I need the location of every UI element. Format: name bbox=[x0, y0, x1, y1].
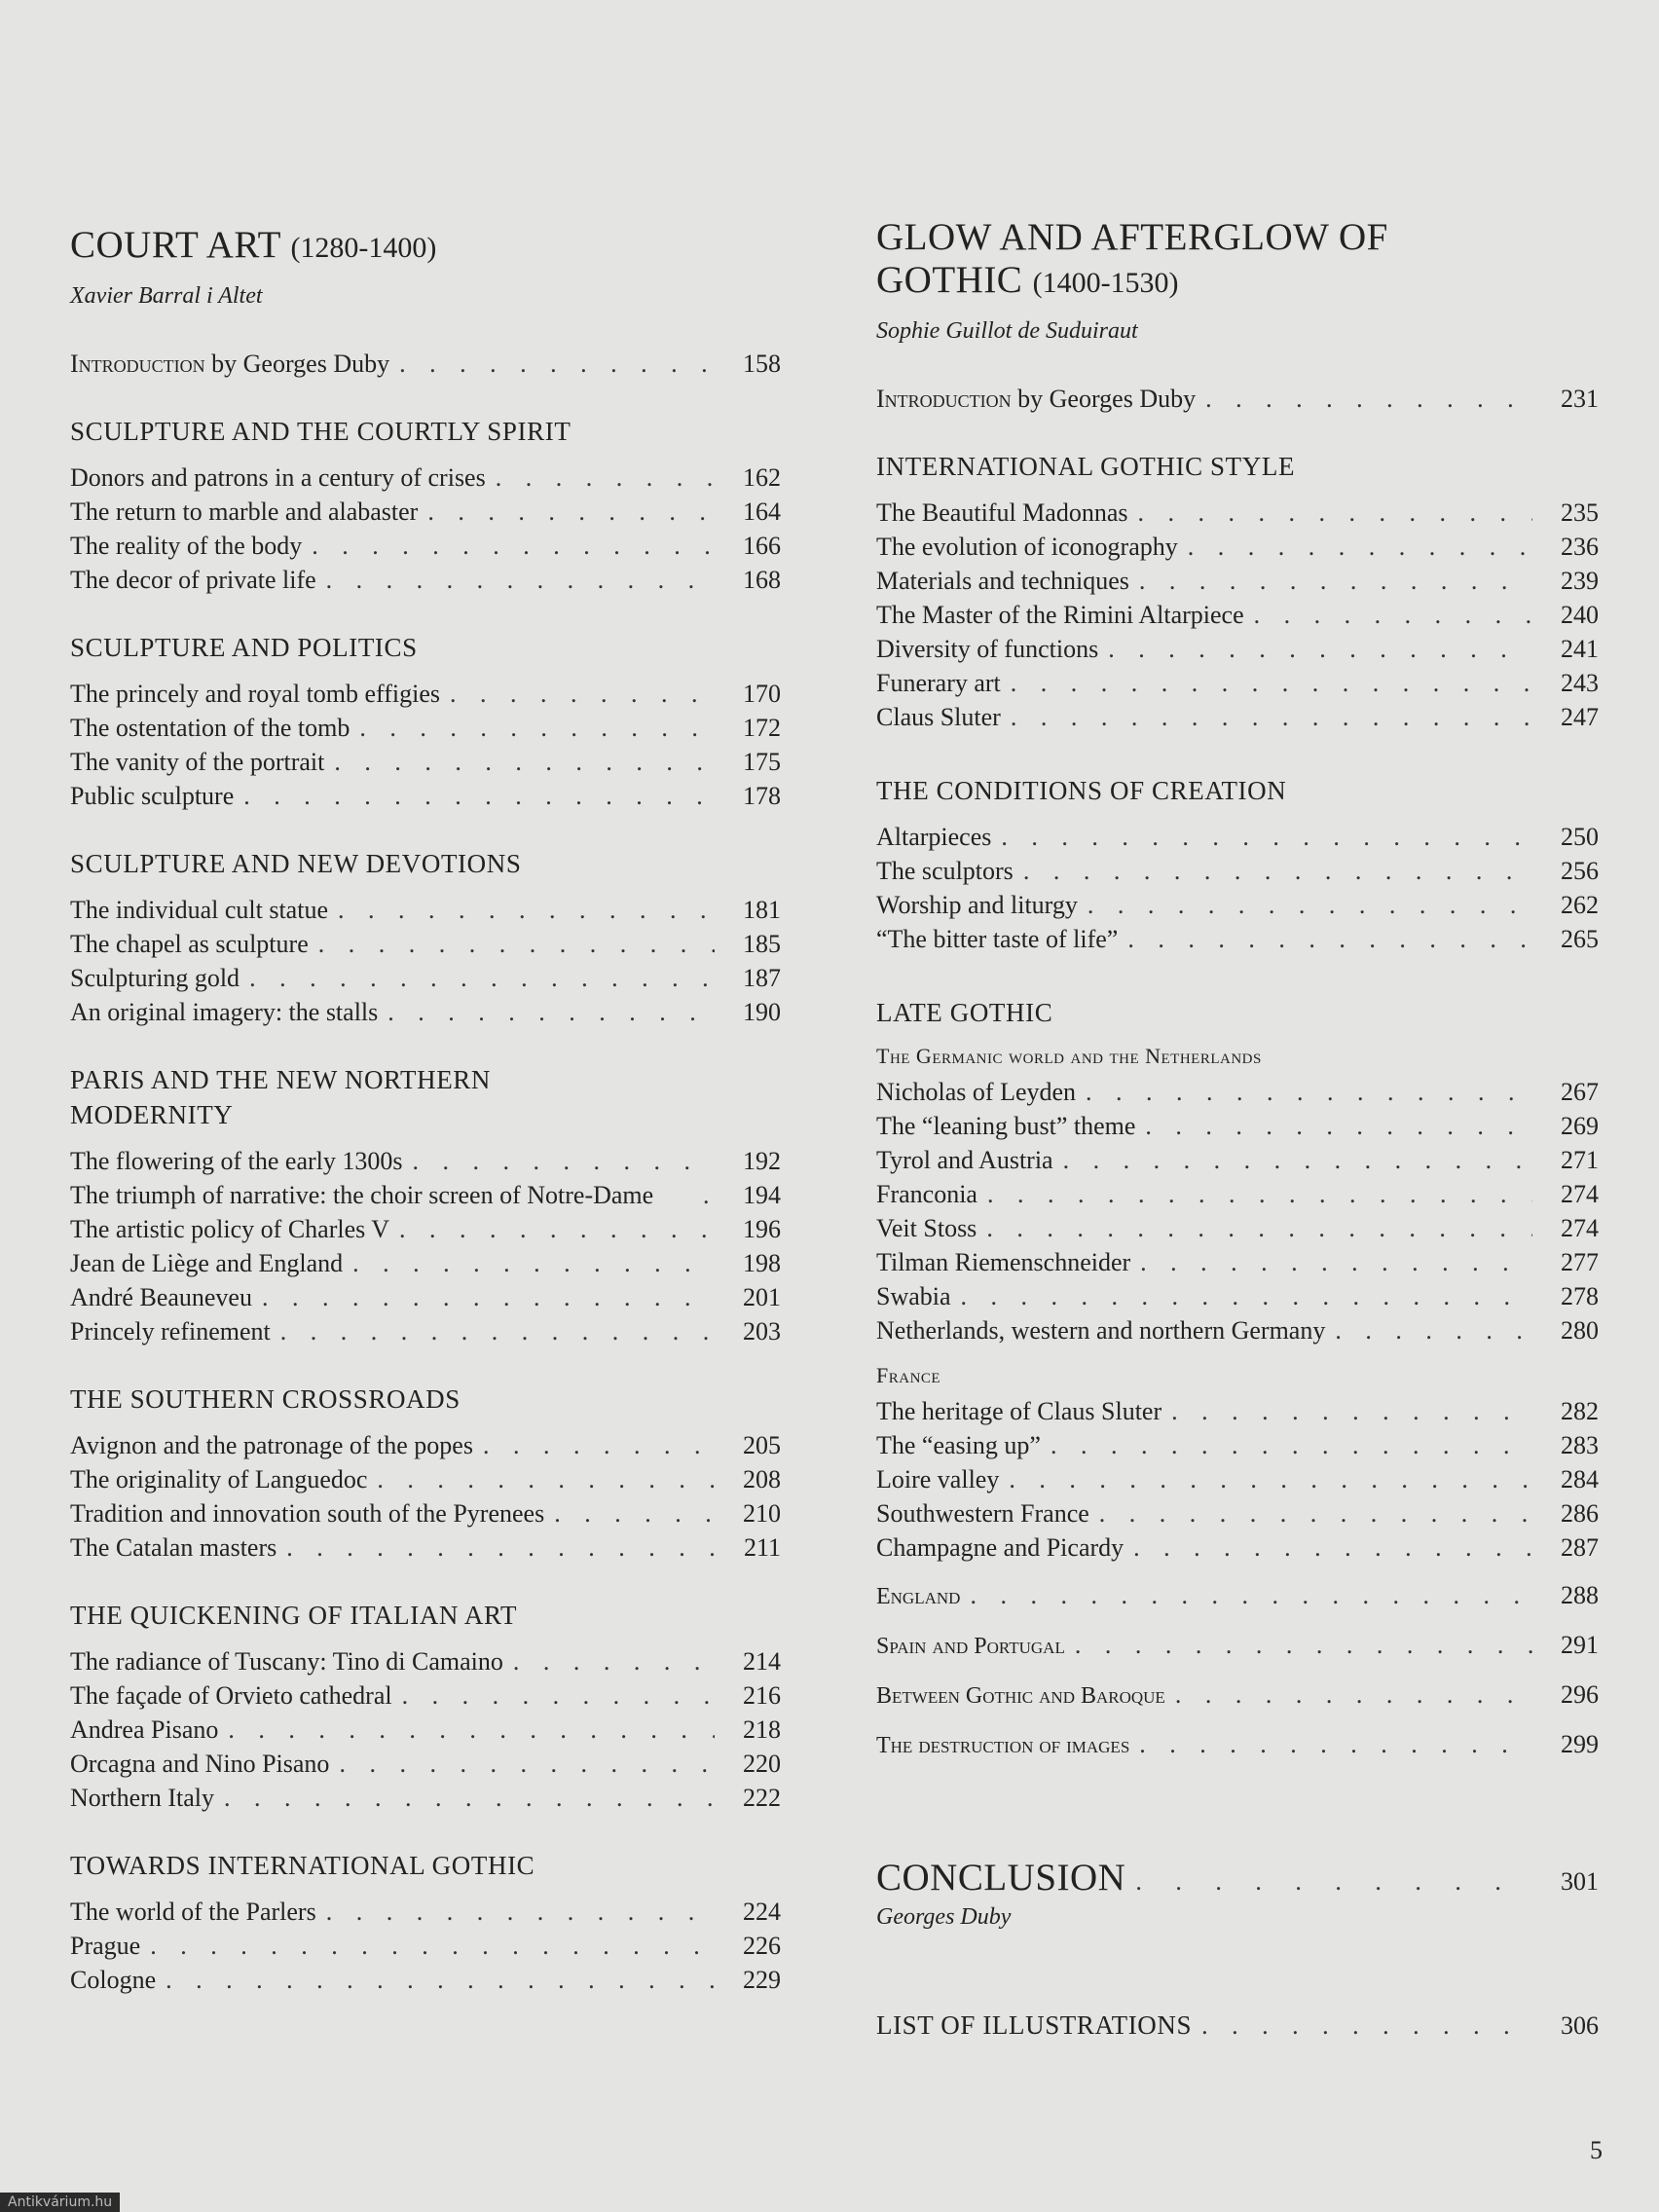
leader-dots bbox=[703, 1178, 715, 1212]
toc-entry[interactable] bbox=[876, 820, 1599, 854]
toc-entry[interactable] bbox=[876, 1394, 1599, 1428]
leader-dots bbox=[1135, 1864, 1532, 1899]
toc-entry[interactable] bbox=[876, 888, 1599, 922]
page-ref: 205 bbox=[743, 1431, 781, 1459]
leader-dots bbox=[399, 1212, 715, 1246]
section-heading: PARIS AND THE NEW NORTHERN MODERNITY bbox=[70, 1065, 492, 1129]
page-ref: 170 bbox=[743, 680, 781, 708]
page-ref: 274 bbox=[1561, 1180, 1599, 1208]
leader-dots bbox=[1063, 1143, 1532, 1177]
section-heading: SCULPTURE AND THE COURTLY SPIRIT bbox=[70, 417, 571, 446]
leader-dots bbox=[450, 677, 715, 711]
page-ref: 164 bbox=[743, 498, 781, 526]
page-ref: 158 bbox=[743, 350, 781, 378]
toc-entry[interactable] bbox=[876, 1313, 1599, 1347]
toc-entry[interactable] bbox=[70, 1678, 781, 1713]
toc-entry[interactable] bbox=[876, 1211, 1599, 1245]
entry-title: The individual cult statue bbox=[70, 896, 328, 924]
entry-title: Netherlands, western and northern Germany bbox=[876, 1316, 1326, 1345]
entry-title: Princely refinement bbox=[70, 1317, 271, 1346]
leader-dots bbox=[1139, 564, 1532, 598]
entry-title: The chapel as sculpture bbox=[70, 930, 309, 958]
leader-dots bbox=[1139, 1727, 1532, 1761]
entry-title: Franconia bbox=[876, 1180, 977, 1208]
toc-entry[interactable] bbox=[70, 1929, 781, 1963]
page-ref: 287 bbox=[1561, 1533, 1599, 1562]
leader-dots bbox=[286, 1530, 715, 1565]
left-column bbox=[70, 224, 781, 1997]
toc-entry[interactable] bbox=[876, 922, 1599, 956]
page-ref: 166 bbox=[743, 532, 781, 560]
page-ref: 235 bbox=[1561, 498, 1599, 527]
illustrations-title: LIST OF ILLUSTRATIONS bbox=[876, 2010, 1193, 2040]
entry-title: The radiance of Tuscany: Tino di Camaino bbox=[70, 1647, 503, 1676]
toc-entry[interactable] bbox=[876, 666, 1599, 700]
page-ref: 216 bbox=[743, 1681, 781, 1710]
toc-entry[interactable] bbox=[70, 1713, 781, 1747]
leader-dots bbox=[228, 1713, 715, 1747]
toc-entry[interactable] bbox=[70, 563, 781, 597]
toc-entry[interactable] bbox=[70, 995, 781, 1029]
toc-entry[interactable] bbox=[70, 1895, 781, 1929]
section-heading: THE SOUTHERN CROSSROADS bbox=[70, 1384, 461, 1414]
leader-dots bbox=[1201, 2009, 1532, 2043]
watermark: Antikvárium.hu bbox=[0, 2193, 120, 2212]
page-ref: 231 bbox=[1561, 385, 1599, 413]
leader-dots bbox=[326, 1895, 715, 1929]
entry-title: England bbox=[876, 1584, 961, 1609]
page-ref: 274 bbox=[1561, 1214, 1599, 1242]
page-ref: 218 bbox=[743, 1715, 781, 1744]
entry-title: The return to marble and alabaster bbox=[70, 498, 419, 526]
toc-entry[interactable] bbox=[70, 1428, 781, 1462]
intro-label: Introduction bbox=[70, 350, 205, 378]
page-ref: 282 bbox=[1561, 1397, 1599, 1425]
page-ref: 299 bbox=[1561, 1730, 1599, 1758]
leader-dots bbox=[987, 1177, 1532, 1211]
page-ref: 240 bbox=[1561, 601, 1599, 629]
entry-title: The vanity of the portrait bbox=[70, 748, 325, 776]
leader-dots bbox=[1108, 632, 1532, 666]
entry-title: “The bitter taste of life” bbox=[876, 925, 1119, 953]
toc-entry[interactable] bbox=[70, 1781, 781, 1815]
entry-title: André Beauneveu bbox=[70, 1283, 252, 1311]
leader-dots bbox=[496, 461, 715, 495]
page-ref: 243 bbox=[1561, 669, 1599, 697]
page-ref: 196 bbox=[743, 1215, 781, 1243]
leader-dots bbox=[402, 1678, 715, 1713]
toc-entry[interactable] bbox=[70, 529, 781, 563]
page-ref: 265 bbox=[1561, 925, 1599, 953]
page-ref: 277 bbox=[1561, 1248, 1599, 1276]
toc-entry[interactable] bbox=[876, 1677, 1599, 1714]
leader-dots bbox=[1188, 530, 1532, 564]
leader-dots bbox=[338, 893, 715, 927]
leader-dots bbox=[249, 961, 715, 995]
toc-entry[interactable] bbox=[70, 1747, 781, 1781]
leader-dots bbox=[352, 1246, 715, 1280]
toc-entry[interactable] bbox=[70, 677, 781, 711]
page-ref: 187 bbox=[743, 964, 781, 992]
leader-dots bbox=[986, 1211, 1532, 1245]
page-number: 5 bbox=[1590, 2136, 1603, 2164]
leader-dots bbox=[1127, 922, 1532, 956]
leader-dots bbox=[334, 745, 715, 779]
leader-dots bbox=[1133, 1530, 1532, 1565]
toc-entry[interactable] bbox=[70, 927, 781, 961]
page-ref: 236 bbox=[1561, 533, 1599, 561]
toc-entry[interactable] bbox=[70, 893, 781, 927]
page-ref: 192 bbox=[743, 1147, 781, 1175]
leader-dots bbox=[1023, 854, 1532, 888]
toc-entry[interactable] bbox=[70, 1462, 781, 1496]
page-ref: 239 bbox=[1561, 567, 1599, 595]
toc-entry[interactable] bbox=[876, 1177, 1599, 1211]
leader-dots bbox=[1145, 1109, 1532, 1143]
part-dates: (1280-1400) bbox=[290, 232, 437, 264]
entry-title: The princely and royal tomb effigies bbox=[70, 680, 441, 708]
entry-title: Champagne and Picardy bbox=[876, 1533, 1124, 1562]
entry-title: The “easing up” bbox=[876, 1431, 1041, 1459]
leader-dots bbox=[243, 779, 715, 813]
entry-title: An original imagery: the stalls bbox=[70, 998, 379, 1026]
section-heading: SCULPTURE AND POLITICS bbox=[70, 633, 418, 662]
entry-title: The evolution of iconography bbox=[876, 533, 1178, 561]
page-ref: 178 bbox=[743, 782, 781, 810]
toc-entry[interactable] bbox=[70, 1212, 781, 1246]
entry-title: Spain and Portugal bbox=[876, 1634, 1065, 1659]
entry-title: The triumph of narrative: the choir screen of Notre-Dame bbox=[70, 1181, 654, 1209]
toc-entry[interactable] bbox=[876, 700, 1599, 734]
page-ref: 301 bbox=[1561, 1867, 1599, 1896]
section-heading: INTERNATIONAL GOTHIC STYLE bbox=[876, 452, 1296, 481]
page-ref: 190 bbox=[743, 998, 781, 1026]
leader-dots bbox=[1254, 598, 1532, 632]
part-title-line1: GLOW AND AFTERGLOW OF bbox=[876, 216, 1388, 258]
toc-entry[interactable] bbox=[876, 530, 1599, 564]
entry-title: The flowering of the early 1300s bbox=[70, 1147, 403, 1175]
right-column bbox=[876, 216, 1599, 2043]
leader-dots bbox=[970, 1578, 1532, 1612]
page-ref: 208 bbox=[743, 1465, 781, 1493]
toc-entry[interactable] bbox=[70, 711, 781, 745]
toc-entry[interactable] bbox=[876, 1727, 1599, 1763]
entry-title: The ostentation of the tomb bbox=[70, 714, 350, 742]
toc-entry[interactable] bbox=[876, 1245, 1599, 1279]
toc-entry[interactable] bbox=[876, 632, 1599, 666]
leader-dots bbox=[961, 1279, 1532, 1313]
entry-title: Tilman Riemenschneider bbox=[876, 1248, 1131, 1276]
part-title-text: COURT ART bbox=[70, 224, 281, 266]
leader-dots bbox=[1088, 888, 1532, 922]
page-ref: 168 bbox=[743, 566, 781, 594]
leader-dots bbox=[554, 1496, 715, 1530]
entry-title: Sculpturing gold bbox=[70, 964, 240, 992]
leader-dots bbox=[224, 1781, 715, 1815]
leader-dots bbox=[427, 495, 715, 529]
leader-dots bbox=[413, 1144, 715, 1178]
page-ref: 280 bbox=[1561, 1316, 1599, 1345]
toc-entry[interactable] bbox=[876, 1075, 1599, 1109]
toc-entry[interactable] bbox=[876, 1578, 1599, 1614]
entry-title: Public sculpture bbox=[70, 782, 235, 810]
leader-dots bbox=[339, 1747, 715, 1781]
part-author: Xavier Barral i Altet bbox=[70, 283, 263, 309]
conclusion-author: Georges Duby bbox=[876, 1904, 1012, 1930]
entry-title: The “leaning bust” theme bbox=[876, 1112, 1136, 1140]
page-ref: 269 bbox=[1561, 1112, 1599, 1140]
part-title-court-art bbox=[70, 224, 781, 270]
toc-entry[interactable] bbox=[70, 1530, 781, 1565]
toc-entry-introduction[interactable] bbox=[70, 347, 781, 381]
page-ref: 283 bbox=[1561, 1431, 1599, 1459]
toc-entry[interactable] bbox=[70, 1963, 781, 1997]
leader-dots bbox=[1011, 666, 1532, 700]
page-ref: 226 bbox=[743, 1932, 781, 1960]
toc-entry[interactable] bbox=[876, 564, 1599, 598]
leader-dots bbox=[1086, 1075, 1532, 1109]
entry-title: Andrea Pisano bbox=[70, 1715, 219, 1744]
part-dates: (1400-1530) bbox=[1032, 267, 1179, 299]
toc-entry[interactable] bbox=[70, 745, 781, 779]
leader-dots bbox=[280, 1314, 715, 1348]
part-title-glow-afterglow bbox=[876, 216, 1599, 305]
leader-dots bbox=[1009, 1462, 1532, 1496]
entry-title: The Master of the Rimini Altarpiece bbox=[876, 601, 1244, 629]
page-ref: 214 bbox=[743, 1647, 781, 1676]
toc-entry[interactable] bbox=[70, 961, 781, 995]
section-heading: THE CONDITIONS OF CREATION bbox=[876, 776, 1287, 805]
page-ref: 203 bbox=[743, 1317, 781, 1346]
entry-title: Nicholas of Leyden bbox=[876, 1078, 1077, 1106]
intro-by: by Georges Duby bbox=[211, 350, 390, 378]
toc-entry[interactable] bbox=[876, 1109, 1599, 1143]
toc-entry[interactable] bbox=[70, 1314, 781, 1348]
page-ref: 256 bbox=[1561, 857, 1599, 885]
entry-title: Avignon and the patronage of the popes bbox=[70, 1431, 473, 1459]
part-title-line2: GOTHIC bbox=[876, 259, 1023, 301]
page-ref: 267 bbox=[1561, 1078, 1599, 1106]
leader-dots bbox=[1011, 700, 1532, 734]
page-ref: 271 bbox=[1561, 1146, 1599, 1174]
section-heading: LATE GOTHIC bbox=[876, 998, 1053, 1027]
leader-dots bbox=[387, 995, 715, 1029]
entry-title: Materials and techniques bbox=[876, 567, 1129, 595]
page-ref: 284 bbox=[1561, 1465, 1599, 1493]
leader-dots bbox=[1099, 1496, 1532, 1530]
entry-title: The heritage of Claus Sluter bbox=[876, 1397, 1162, 1425]
intro-label: Introduction bbox=[876, 385, 1012, 413]
entry-title: Jean de Liège and England bbox=[70, 1249, 344, 1277]
entry-title: The sculptors bbox=[876, 857, 1014, 885]
toc-entry-conclusion[interactable] bbox=[876, 1857, 1599, 1899]
leader-dots bbox=[1205, 382, 1532, 416]
leader-dots bbox=[1171, 1394, 1532, 1428]
section-heading: THE QUICKENING OF ITALIAN ART bbox=[70, 1601, 518, 1630]
toc-entry[interactable] bbox=[70, 1496, 781, 1530]
entry-title: Claus Sluter bbox=[876, 703, 1001, 731]
toc-entry[interactable] bbox=[876, 1496, 1599, 1530]
page-ref: 224 bbox=[743, 1898, 781, 1926]
toc-entry[interactable] bbox=[70, 495, 781, 529]
page-ref: 247 bbox=[1561, 703, 1599, 731]
page-ref: 181 bbox=[743, 896, 781, 924]
section-heading: SCULPTURE AND NEW DEVOTIONS bbox=[70, 849, 522, 878]
entry-title: Veit Stoss bbox=[876, 1214, 977, 1242]
leader-dots bbox=[318, 927, 715, 961]
leader-dots bbox=[1138, 496, 1533, 530]
entry-title: The world of the Parlers bbox=[70, 1898, 316, 1926]
entry-title: Tradition and innovation south of the Pyrenees bbox=[70, 1499, 545, 1528]
toc-entry[interactable] bbox=[876, 1428, 1599, 1462]
entry-title: The Catalan masters bbox=[70, 1533, 277, 1562]
page-ref: 286 bbox=[1561, 1499, 1599, 1528]
toc-entry[interactable] bbox=[876, 1462, 1599, 1496]
leader-dots bbox=[1001, 820, 1532, 854]
entry-title: Orcagna and Nino Pisano bbox=[70, 1750, 330, 1778]
leader-dots bbox=[359, 711, 715, 745]
entry-title: The reality of the body bbox=[70, 532, 303, 560]
entry-title: Swabia bbox=[876, 1282, 951, 1310]
toc-entry-introduction[interactable] bbox=[876, 382, 1599, 416]
entry-title: Prague bbox=[70, 1932, 141, 1960]
leader-dots bbox=[513, 1644, 715, 1678]
page-ref: 175 bbox=[743, 748, 781, 776]
leader-dots bbox=[262, 1280, 715, 1314]
entry-title: Worship and liturgy bbox=[876, 891, 1078, 919]
entry-title: The Beautiful Madonnas bbox=[876, 498, 1128, 527]
page-ref: 250 bbox=[1561, 823, 1599, 851]
leader-dots bbox=[1140, 1245, 1532, 1279]
leader-dots bbox=[166, 1963, 715, 1997]
leader-dots bbox=[150, 1929, 715, 1963]
toc-entry[interactable] bbox=[70, 1144, 781, 1178]
entry-title: Diversity of functions bbox=[876, 635, 1099, 663]
leader-dots bbox=[377, 1462, 715, 1496]
section-heading: TOWARDS INTERNATIONAL GOTHIC bbox=[70, 1851, 535, 1880]
page-ref: 198 bbox=[743, 1249, 781, 1277]
conclusion-title: CONCLUSION bbox=[876, 1857, 1126, 1899]
toc-entry[interactable] bbox=[70, 1280, 781, 1314]
page-ref: 278 bbox=[1561, 1282, 1599, 1310]
page-ref: 291 bbox=[1561, 1631, 1599, 1659]
subsection-heading: The Germanic world and the Netherlands bbox=[876, 1044, 1262, 1068]
page-ref: 222 bbox=[743, 1784, 781, 1812]
entry-title: The originality of Languedoc bbox=[70, 1465, 368, 1493]
toc-entry[interactable] bbox=[876, 854, 1599, 888]
page-ref: 172 bbox=[743, 714, 781, 742]
toc-entry[interactable] bbox=[876, 1628, 1599, 1664]
entry-title: Funerary art bbox=[876, 669, 1001, 697]
subsection-heading: France bbox=[876, 1363, 941, 1387]
toc-entry-illustrations[interactable] bbox=[876, 2009, 1599, 2043]
page-ref: 201 bbox=[743, 1283, 781, 1311]
leader-dots bbox=[1051, 1428, 1532, 1462]
toc-entry[interactable] bbox=[876, 598, 1599, 632]
leader-dots bbox=[326, 563, 715, 597]
page-ref: 241 bbox=[1561, 635, 1599, 663]
leader-dots bbox=[1175, 1677, 1532, 1712]
leader-dots bbox=[1075, 1628, 1532, 1662]
page-ref: 210 bbox=[743, 1499, 781, 1528]
page-ref: 262 bbox=[1561, 891, 1599, 919]
entry-title: Altarpieces bbox=[876, 823, 992, 851]
toc-entry[interactable] bbox=[876, 1143, 1599, 1177]
part-author: Sophie Guillot de Suduiraut bbox=[876, 318, 1138, 344]
toc-entry[interactable] bbox=[876, 1530, 1599, 1565]
entry-title: Southwestern France bbox=[876, 1499, 1089, 1528]
leader-dots bbox=[399, 347, 715, 381]
toc-entry[interactable] bbox=[70, 1246, 781, 1280]
toc-entry[interactable] bbox=[876, 496, 1599, 530]
entry-title: Loire valley bbox=[876, 1465, 1000, 1493]
entry-title: The artistic policy of Charles V bbox=[70, 1215, 390, 1243]
page-ref: 211 bbox=[743, 1533, 781, 1562]
page-ref: 185 bbox=[743, 930, 781, 958]
entry-title: Tyrol and Austria bbox=[876, 1146, 1053, 1174]
entry-title: Cologne bbox=[70, 1966, 157, 1994]
entry-title: The façade of Orvieto cathedral bbox=[70, 1681, 392, 1710]
page-ref: 194 bbox=[743, 1181, 781, 1209]
page-ref: 220 bbox=[743, 1750, 781, 1778]
toc-entry[interactable] bbox=[70, 461, 781, 495]
leader-dots bbox=[1335, 1313, 1532, 1347]
toc-entry[interactable] bbox=[70, 1644, 781, 1678]
entry-title: The decor of private life bbox=[70, 566, 316, 594]
intro-by: by Georges Duby bbox=[1017, 385, 1197, 413]
toc-entry[interactable] bbox=[70, 1178, 781, 1212]
toc-entry[interactable] bbox=[70, 779, 781, 813]
page-ref: 162 bbox=[743, 463, 781, 492]
page-ref: 296 bbox=[1561, 1680, 1599, 1709]
page-ref: 229 bbox=[743, 1966, 781, 1994]
leader-dots bbox=[312, 529, 715, 563]
entry-title: The destruction of images bbox=[876, 1733, 1130, 1758]
entry-title: Between Gothic and Baroque bbox=[876, 1683, 1165, 1709]
leader-dots bbox=[483, 1428, 715, 1462]
page-ref: 306 bbox=[1561, 2011, 1599, 2040]
toc-entry[interactable] bbox=[876, 1279, 1599, 1313]
page-ref: 288 bbox=[1561, 1581, 1599, 1609]
entry-title: Northern Italy bbox=[70, 1784, 215, 1812]
entry-title: Donors and patrons in a century of crises bbox=[70, 463, 486, 492]
